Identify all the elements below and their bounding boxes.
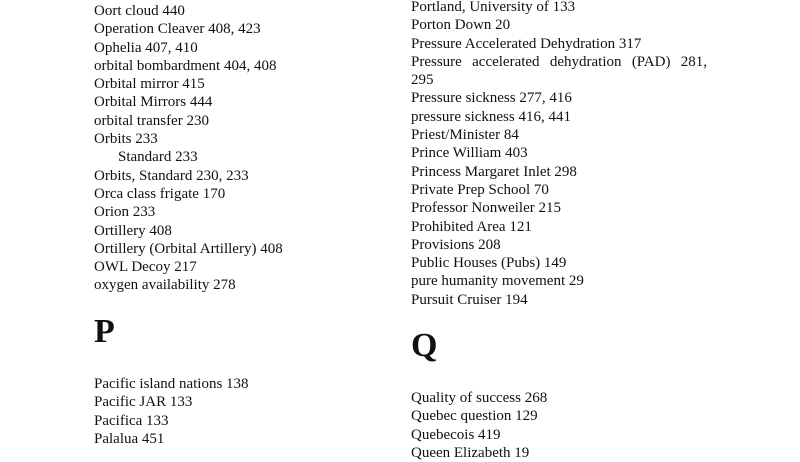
- index-entry: Quality of success 268: [411, 390, 548, 406]
- index-entry: Ophelia 407, 410: [94, 39, 198, 56]
- index-entry: Pacific JAR 133: [94, 394, 193, 411]
- index-entry: Princess Margaret Inlet 298: [411, 163, 577, 180]
- index-entries-q: [411, 389, 707, 462]
- index-entry: Porton Down 20: [411, 17, 511, 34]
- index-entry: Quebecois 419: [411, 426, 501, 443]
- index-entry: Oort cloud 440: [94, 3, 185, 19]
- index-entry: Orion 233: [94, 204, 156, 221]
- index-entry: pure humanity movement 29: [411, 273, 584, 290]
- index-entry: Prohibited Area 121: [411, 218, 532, 235]
- index-entry: Portland, University of 133: [411, 0, 576, 15]
- index-entry: Pressure Accelerated Dehydration 317: [411, 35, 642, 52]
- index-entry: pressure sickness 416, 441: [411, 108, 571, 125]
- index-entry: Pursuit Cruiser 194: [411, 291, 528, 308]
- section-letter-q: Q: [411, 327, 438, 364]
- index-subentry: Standard 233: [118, 149, 198, 166]
- index-entry: Ortillery (Orbital Artillery) 408: [94, 240, 283, 257]
- index-entry: orbital transfer 230: [94, 112, 209, 129]
- index-entry: oxygen availability 278: [94, 277, 236, 294]
- index-entry: Operation Cleaver 408, 423: [94, 21, 261, 38]
- index-entry: Palalua 451: [94, 430, 165, 447]
- index-entry: Ortillery 408: [94, 222, 172, 239]
- index-entry: Pacific island nations 138: [94, 376, 249, 392]
- index-entry: Orbits, Standard 230, 233: [94, 167, 249, 184]
- index-entry: OWL Decoy 217: [94, 259, 197, 276]
- index-entry: Public Houses (Pubs) 149: [411, 255, 567, 272]
- index-entry: Quebec question 129: [411, 408, 538, 425]
- index-entry: Orbits 233: [94, 131, 158, 148]
- index-entries-o: [94, 2, 384, 295]
- index-entry: Provisions 208: [411, 236, 501, 253]
- index-entry: Orbital Mirrors 444: [94, 94, 213, 111]
- index-entry: orbital bombardment 404, 408: [94, 57, 277, 74]
- index-entry: Priest/Minister 84: [411, 127, 519, 144]
- index-entries-p-continued: [411, 0, 707, 309]
- index-entry: Private Prep School 70: [411, 181, 549, 198]
- index-entry: Orca class frigate 170: [94, 185, 226, 202]
- index-entries-p-start: [94, 375, 384, 448]
- index-entry: Pressure accelerated dehydration (PAD) 281, 295: [411, 53, 707, 89]
- index-entry: Professor Nonweiler 215: [411, 200, 561, 217]
- index-entry: Orbital mirror 415: [94, 76, 205, 93]
- index-entry: Prince William 403: [411, 145, 528, 162]
- index-entry: Pressure sickness 277, 416: [411, 90, 572, 107]
- section-letter-p: P: [94, 313, 115, 350]
- index-entry: Pacifica 133: [94, 412, 169, 429]
- index-entry: Queen Elizabeth 19: [411, 444, 530, 461]
